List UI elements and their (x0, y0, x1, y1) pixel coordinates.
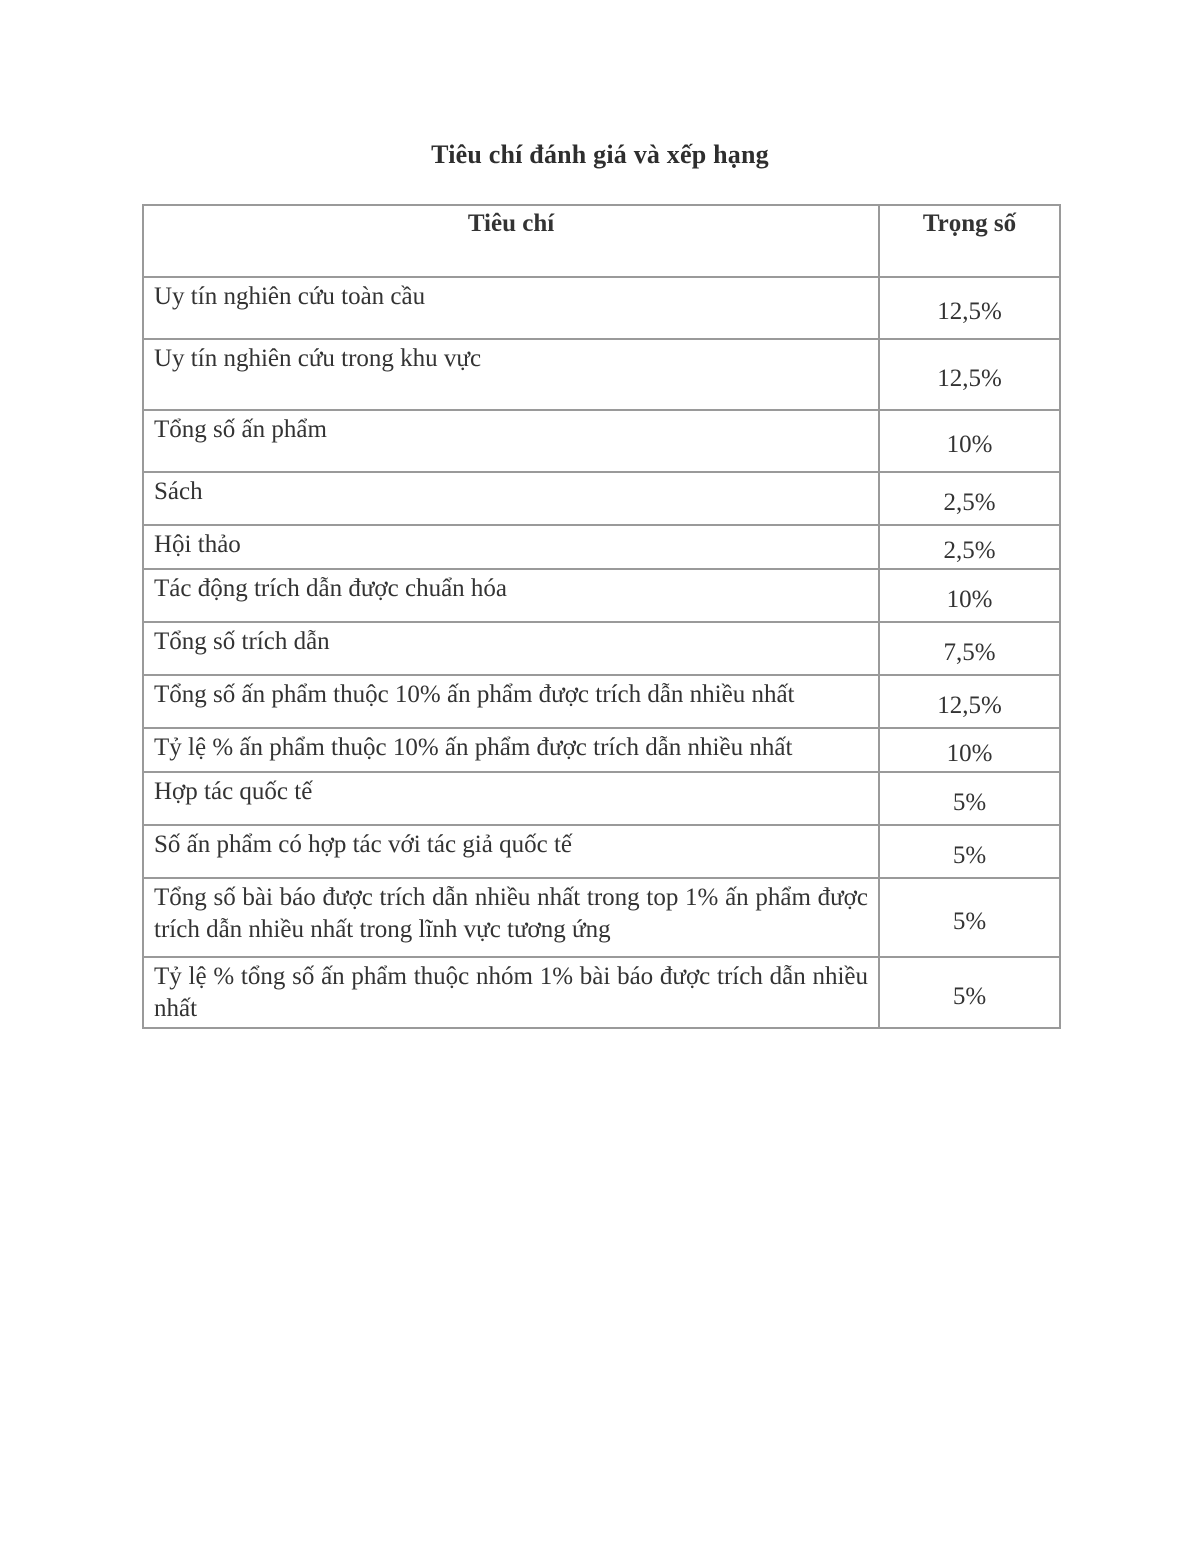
table-row (143, 825, 1060, 878)
weight-cell: 7,5% (879, 622, 1060, 675)
table-row (143, 410, 1060, 472)
weight-cell: 5% (879, 772, 1060, 825)
criterion-cell: Uy tín nghiên cứu trong khu vực (143, 339, 879, 410)
criterion-cell: Tổng số trích dẫn (143, 622, 879, 675)
header-weight: Trọng số (879, 205, 1060, 277)
table-row (143, 525, 1060, 569)
table-row (143, 957, 1060, 1028)
weight-cell: 10% (879, 410, 1060, 472)
criterion-cell: Tỷ lệ % ấn phẩm thuộc 10% ấn phẩm được trích dẫn nhiều nhất (143, 728, 879, 772)
weight-cell: 12,5% (879, 675, 1060, 728)
weight-cell: 2,5% (879, 525, 1060, 569)
criterion-cell: Tổng số bài báo được trích dẫn nhiều nhất trong top 1% ấn phẩm được trích dẫn nhiều nhất trong lĩnh vực tương ứng (143, 878, 879, 957)
criterion-cell: Hội thảo (143, 525, 879, 569)
criterion-cell: Tác động trích dẫn được chuẩn hóa (143, 569, 879, 622)
weight-cell: 12,5% (879, 277, 1060, 339)
table-row (143, 772, 1060, 825)
table-row (143, 472, 1060, 525)
table-row (143, 728, 1060, 772)
weight-cell: 10% (879, 728, 1060, 772)
criterion-cell: Số ấn phẩm có hợp tác với tác giả quốc tế (143, 825, 879, 878)
criterion-cell: Hợp tác quốc tế (143, 772, 879, 825)
criterion-cell: Tổng số ấn phẩm (143, 410, 879, 472)
weight-cell: 10% (879, 569, 1060, 622)
table-row (143, 339, 1060, 410)
weight-cell: 5% (879, 957, 1060, 1028)
criterion-cell: Sách (143, 472, 879, 525)
table-row (143, 675, 1060, 728)
table-row (143, 622, 1060, 675)
criterion-cell: Tỷ lệ % tổng số ấn phẩm thuộc nhóm 1% bài báo được trích dẫn nhiều nhất (143, 957, 879, 1028)
document-title: Tiêu chí đánh giá và xếp hạng (431, 140, 769, 169)
table-row (143, 277, 1060, 339)
table-header-row (143, 205, 1060, 277)
criteria-weight-table (142, 204, 1061, 1029)
criterion-cell: Uy tín nghiên cứu toàn cầu (143, 277, 879, 339)
table-row (143, 569, 1060, 622)
weight-cell: 5% (879, 878, 1060, 957)
weight-cell: 12,5% (879, 339, 1060, 410)
table-row (143, 878, 1060, 957)
header-criterion: Tiêu chí (143, 205, 879, 277)
criterion-cell: Tổng số ấn phẩm thuộc 10% ấn phẩm được trích dẫn nhiều nhất (143, 675, 879, 728)
weight-cell: 5% (879, 825, 1060, 878)
weight-cell: 2,5% (879, 472, 1060, 525)
